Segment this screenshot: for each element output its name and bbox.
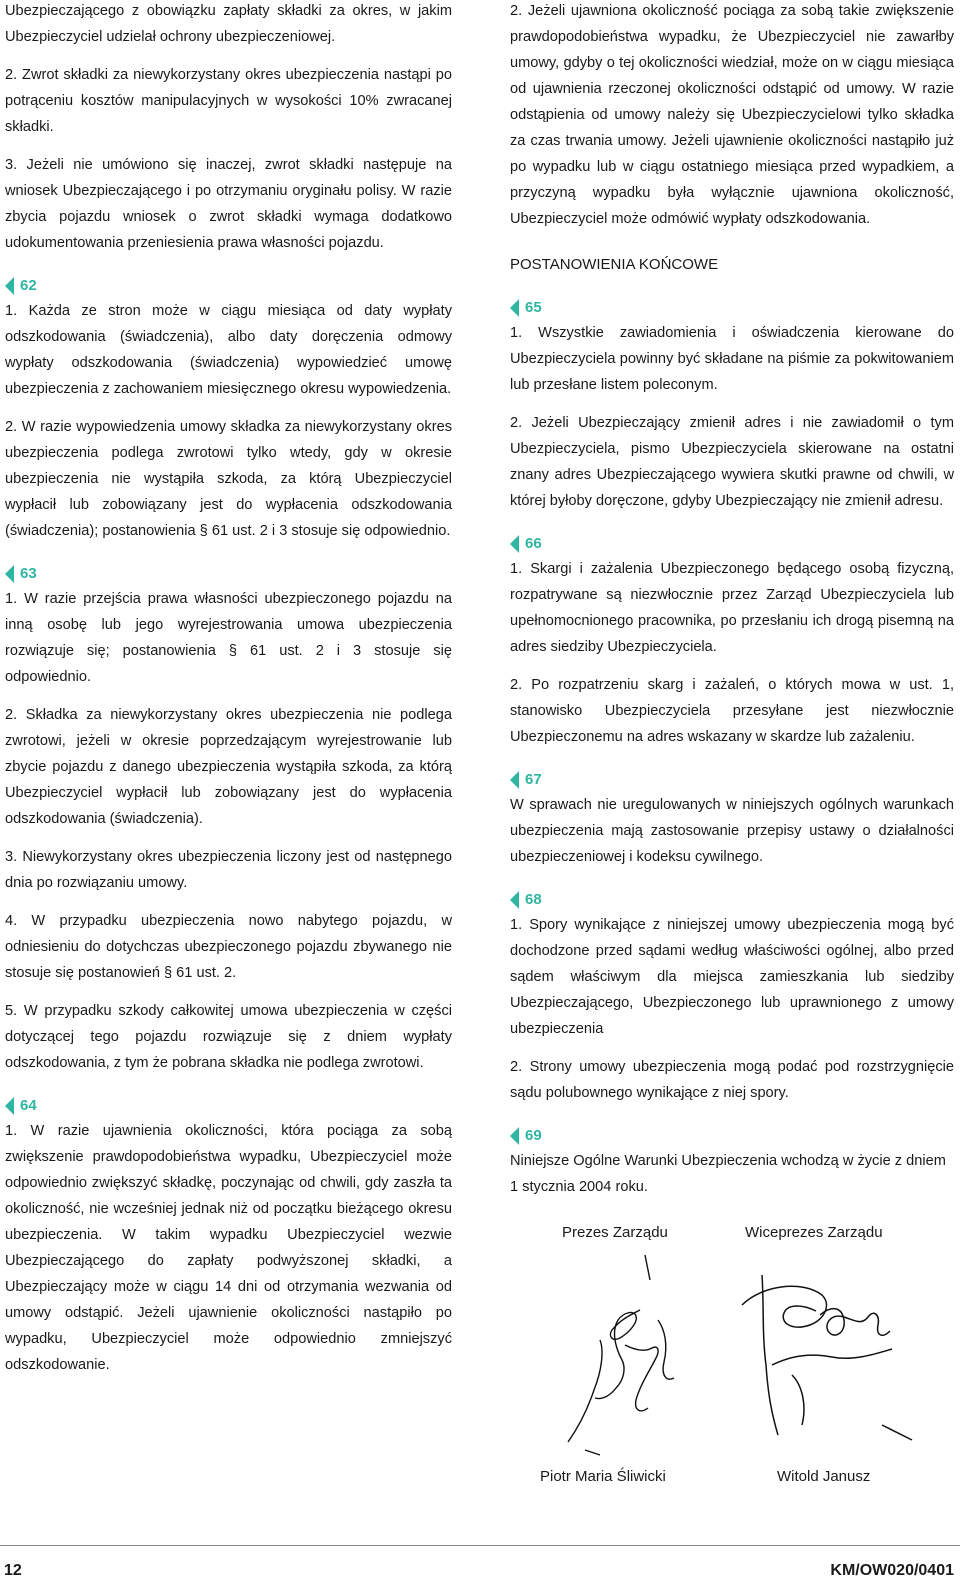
paragraph-marker-icon (510, 535, 519, 553)
paragraph-marker-icon (510, 891, 519, 909)
section-paragraph: 2. Strony umowy ubezpieczenia mogą podać pod rozstrzygnięcie sądu polubownego wynikające z niej spory. (510, 1059, 954, 1101)
section-paragraph: 1. W razie przejścia prawa własności ubezpieczonego pojazdu na inną osobę lub jego wyrejestrowania umowa ubezpieczenia rozwiązuje się; postanowienia § 61 ust. 2 i 3 stosuje się odpowiednio. (5, 591, 452, 685)
section-number: 64 (20, 1097, 37, 1114)
signature-name-vice-president: Witold Janusz (777, 1468, 871, 1485)
paragraph-marker-icon (5, 277, 14, 295)
section-number: 66 (525, 535, 542, 552)
section-paragraph: 2. Jeżeli Ubezpieczający zmienił adres i nie zawiadomił o tym Ubezpieczyciela, pismo Ubezpieczyciela skierowane na ostatni znany adres Ubezpieczającego wywiera skutki prawne od chwili, w której byłoby doręczone, gdyby Ubezpieczający nie zmienił adresu. (510, 415, 954, 509)
section-number: 63 (20, 565, 37, 582)
document-code: KM/OW020/0401 (830, 1562, 954, 1579)
paragraph-marker-icon (5, 565, 14, 583)
section-number: 65 (525, 299, 542, 316)
section-paragraph: W sprawach nie uregulowanych w niniejszych ogólnych warunkach ubezpieczenia mają zastosowanie przepisy ustawy o działalności ubezpieczeniowej i kodeksu cywilnego. (510, 797, 954, 865)
section-heading-65 (510, 296, 954, 320)
section-heading-68 (510, 888, 954, 912)
paragraph-marker-icon (510, 771, 519, 789)
signatures-block (510, 1220, 954, 1490)
section-paragraph: 2. Składka za niewykorzystany okres ubezpieczenia nie podlega zwrotowi, jeżeli w okresie poprzedzającym wyrejestrowanie lub zbycie pojazdu z danego ubezpieczenia wystąpiła szkoda, za którą Ubezpieczyciel wypłacił lub zobowiązany jest do wypłacenia odszkodowania (świadczenia). (5, 707, 452, 827)
section-number: 67 (525, 771, 542, 788)
paragraph-marker-icon (510, 1127, 519, 1145)
page-number: 12 (4, 1562, 22, 1579)
section-paragraph: Niniejsze Ogólne Warunki Ubezpieczenia wchodzą w życie z dniem 1 stycznia 2004 roku. (510, 1153, 946, 1195)
paragraph-marker-icon (5, 1097, 14, 1115)
section-title: POSTANOWIENIA KOŃCOWE (510, 256, 719, 273)
section-paragraph: 2. W razie wypowiedzenia umowy składka za niewykorzystany okres ubezpieczenia podlega zwrotowi tylko wtedy, gdy w okresie ubezpieczenia nie wystąpiła szkoda, za którą Ubezpieczyciel wypłacił lub zobowiązany jest do wypłacenia odszkodowania (świadczenia); postanowienia § 61 ust. 2 i 3 stosuje się odpowiednio. (5, 419, 452, 539)
section-paragraph: 1. Każda ze stron może w ciągu miesiąca od daty wypłaty odszkodowania (świadczenia), albo daty doręczenia odmowy wypłaty odszkodowania (świadczenia) wypowiedzieć umowę ubezpieczenia z zachowaniem miesięcznego okresu wypowiedzenia. (5, 303, 452, 397)
signature-role-vice-president: Wiceprezes Zarządu (745, 1224, 883, 1241)
section-heading-67 (510, 768, 954, 792)
signature-president-image (540, 1250, 690, 1460)
intro-paragraph: Ubezpieczającego z obowiązku zapłaty składki za okres, w jakim Ubezpieczyciel udzielał ochrony ubezpieczeniowej. (5, 3, 452, 45)
section-paragraph: 4. W przypadku ubezpieczenia nowo nabytego pojazdu, w odniesieniu do dotychczas ubezpieczonego pojazdu zbywanego nie stosuje się postanowień § 61 ust. 2. (5, 913, 452, 981)
section-paragraph: 1. W razie ujawnienia okoliczności, która pociąga za sobą zwiększenie prawdopodobieństwa wypadku, Ubezpieczyciel może odpowiednio zwiększyć składkę, poczynając od chwili, gdy zaszła ta okoliczność, nie wcześniej jednak niż od początku bieżącego okresu ubezpieczenia. W takim wypadku Ubezpieczyciel wezwie Ubezpieczającego do zapłaty podwyższonej składki, a Ubezpieczający może w ciągu 14 dni od otrzymania wezwania od umowy odstąpić. Jeżeli ujawnienie okoliczności nastąpiło po wypadku, Ubezpieczyciel może odpowiednio zmniejszyć odszkodowanie. (5, 1123, 452, 1373)
paragraph-marker-icon (510, 299, 519, 317)
section-paragraph: 1. Wszystkie zawiadomienia i oświadczenia kierowane do Ubezpieczyciela powinny być składane na piśmie za pokwitowaniem lub przesłane listem poleconym. (510, 325, 954, 393)
section-paragraph: 3. Niewykorzystany okres ubezpieczenia liczony jest od następnego dnia po rozwiązaniu umowy. (5, 849, 452, 891)
intro-paragraph: 3. Jeżeli nie umówiono się inaczej, zwrot składki następuje na wniosek Ubezpieczającego i po otrzymaniu oryginału polisy. W razie zbycia pojazdu wniosek o zwrot składki wymaga dodatkowo udokumentowania przeniesienia prawa własności pojazdu. (5, 157, 452, 251)
section-heading-66 (510, 532, 954, 556)
section-heading-69 (510, 1124, 954, 1148)
section-paragraph: 5. W przypadku szkody całkowitej umowa ubezpieczenia w części dotyczącej tego pojazdu rozwiązuje się z dniem wypłaty odszkodowania, z tym że pobrana składka nie podlega zwrotowi. (5, 1003, 452, 1071)
section-number: 62 (20, 277, 37, 294)
section-number: 69 (525, 1127, 542, 1144)
section-paragraph: 2. Po rozpatrzeniu skarg i zażaleń, o których mowa w ust. 1, stanowisko Ubezpieczyciela przesyłane jest niezwłocznie Ubezpieczonemu na adres wskazany w skardze lub zażaleniu. (510, 677, 954, 745)
signature-name-president: Piotr Maria Śliwicki (540, 1468, 666, 1485)
page-footer (0, 1545, 960, 1588)
intro-paragraph: 2. Zwrot składki za niewykorzystany okres ubezpieczenia nastąpi po potrąceniu kosztów manipulacyjnych w wysokości 10% zwracanej składki. (5, 67, 452, 135)
section-heading-63 (5, 562, 452, 586)
signature-role-president: Prezes Zarządu (562, 1224, 668, 1241)
section-heading-62 (5, 274, 452, 298)
section-heading-64 (5, 1094, 452, 1118)
section-paragraph: 1. Skargi i zażalenia Ubezpieczonego będącego osobą fizyczną, rozpatrywane są niezwłocznie przez Zarząd Ubezpieczyciela lub upełnomocnionego pracownika, po przesłaniu ich drogą pisemną na adres siedziby Ubezpieczyciela. (510, 561, 954, 655)
left-column (5, 0, 452, 1390)
section-number: 68 (525, 891, 542, 908)
intro-paragraph: 2. Jeżeli ujawniona okoliczność pociąga za sobą takie zwiększenie prawdopodobieństwa wypadku, że Ubezpieczyciel nie zawarłby umowy, gdyby o tej okoliczności wiedział, może on w ciągu miesiąca od ujawnienia rzeczonej okoliczności odstąpić od umowy. W razie odstąpienia od umowy należy się Ubezpieczycielowi tylko składka za czas trwania umowy. Jeżeli ujawnienie okoliczności nastąpiło już po wypadku lub w ciągu ostatniego miesiąca przed wypadkiem, a przyczyną wypadku była wyłącznie ujawniona okoliczność, Ubezpieczyciel może odmówić wypłaty odszkodowania. (510, 3, 954, 227)
signature-vice-president-image (732, 1265, 922, 1455)
section-paragraph: 1. Spory wynikające z niniejszej umowy ubezpieczenia mogą być dochodzone przed sądami według właściwości ogólnej, albo przed sądem właściwym dla miejsca zamieszkania lub siedziby Ubezpieczającego, Ubezpieczonego lub uprawnionego z umowy ubezpieczenia (510, 917, 954, 1037)
right-column (510, 0, 954, 1490)
